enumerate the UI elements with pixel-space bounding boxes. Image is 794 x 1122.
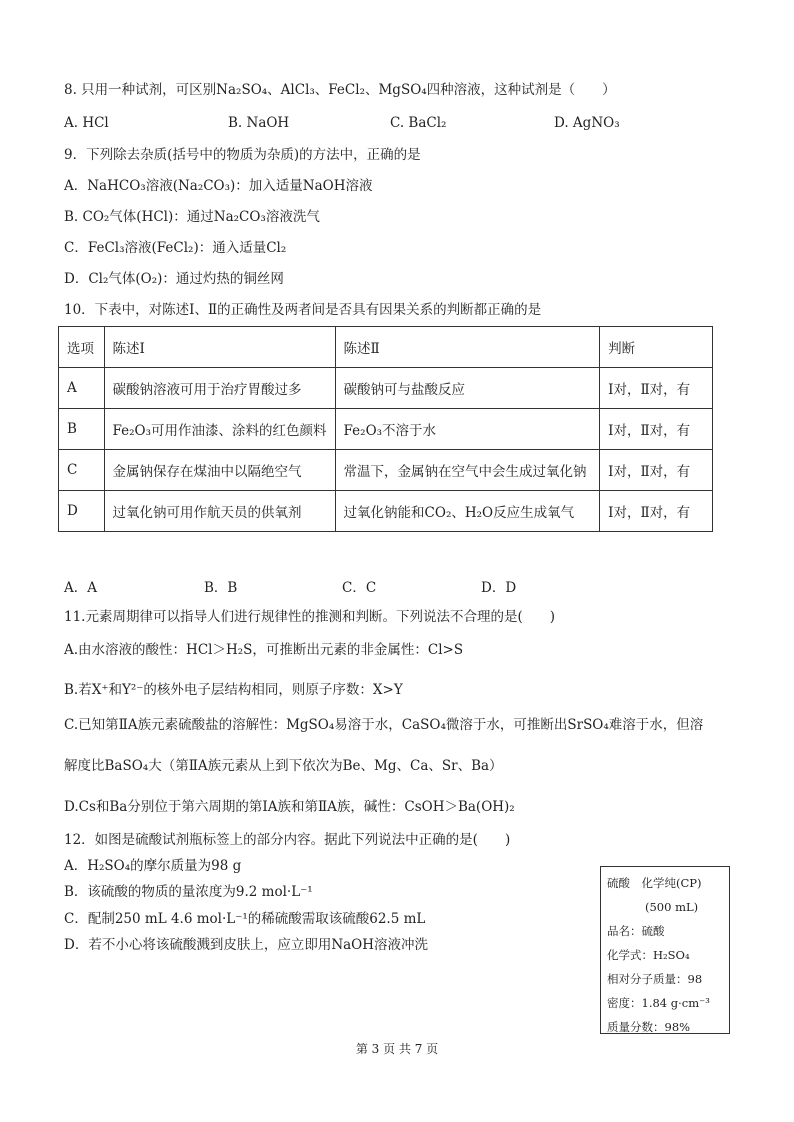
table-cell: Ⅰ对，Ⅱ对，有 bbox=[600, 491, 713, 532]
q8-option-b: B. NaOH bbox=[228, 115, 290, 131]
q10-stem: 10．下表中，对陈述Ⅰ、Ⅱ的正确性及两者间是否具有因果关系的判断都正确的是 bbox=[64, 302, 542, 318]
q8-option-d: D. AgNO₃ bbox=[554, 115, 620, 131]
q10-option-d: D．D bbox=[481, 580, 517, 596]
q11-option-d: D.Cs和Ba分别位于第六周期的第ⅠA族和第ⅡA族，碱性：CsOH＞Ba(OH)₂ bbox=[64, 799, 515, 815]
table-row bbox=[59, 409, 713, 450]
table-header-row bbox=[59, 327, 713, 368]
q10-table bbox=[58, 326, 713, 532]
table-cell: Fe₂O₃不溶于水 bbox=[335, 409, 600, 450]
header-option: 选项 bbox=[59, 327, 105, 368]
header-statement-1: 陈述Ⅰ bbox=[104, 327, 335, 368]
q9-stem: 9．下列除去杂质(括号中的物质为杂质)的方法中，正确的是 bbox=[64, 147, 421, 163]
q9-option-b: B. CO₂气体(HCl)：通过Na₂CO₃溶液洗气 bbox=[64, 209, 320, 225]
q9-option-a: A．NaHCO₃溶液(Na₂CO₃)：加入适量NaOH溶液 bbox=[64, 178, 373, 194]
q10-options bbox=[64, 576, 704, 596]
q10-option-b: B．B bbox=[204, 580, 238, 596]
table-cell: 过氧化钠能和CO₂、H₂O反应生成氧气 bbox=[335, 491, 600, 532]
table-cell: C bbox=[59, 450, 105, 491]
header-judgement: 判断 bbox=[600, 327, 713, 368]
q11-option-b: B.若X⁺和Y²⁻的核外电子层结构相同，则原子序数：X>Y bbox=[64, 682, 403, 698]
q12-option-d: D．若不小心将该硫酸溅到皮肤上，应立即用NaOH溶液冲洗 bbox=[64, 937, 429, 953]
table-row bbox=[59, 368, 713, 409]
table-cell: 碳酸钠溶液可用于治疗胃酸过多 bbox=[104, 368, 335, 409]
table-cell: A bbox=[59, 368, 105, 409]
q10-option-a: A．A bbox=[64, 580, 97, 596]
q11-option-c-cont: 解度比BaSO₄大（第ⅡA族元素从上到下依次为Be、Mg、Ca、Sr、Ba） bbox=[64, 758, 503, 774]
table-cell: Ⅰ对，Ⅱ对，有 bbox=[600, 450, 713, 491]
label-density: 密度：1.84 g·cm⁻³ bbox=[607, 996, 710, 1010]
q10-option-c: C．C bbox=[342, 580, 377, 596]
table-cell: 碳酸钠可与盐酸反应 bbox=[335, 368, 600, 409]
label-volume: (500 mL) bbox=[645, 900, 699, 914]
q12-option-a: A．H₂SO₄的摩尔质量为98 g bbox=[64, 858, 242, 874]
table-cell: 常温下，金属钠在空气中会生成过氧化钠 bbox=[335, 450, 600, 491]
table-cell: Ⅰ对，Ⅱ对，有 bbox=[600, 368, 713, 409]
label-title: 硫酸 化学纯(CP) bbox=[607, 876, 702, 890]
q12-stem: 12．如图是硫酸试剂瓶标签上的部分内容。据此下列说法中正确的是( ) bbox=[64, 832, 511, 848]
label-formula: 化学式：H₂SO₄ bbox=[607, 948, 690, 962]
q8-option-a: A. HCl bbox=[64, 115, 109, 131]
q8-options bbox=[64, 115, 704, 135]
label-name: 品名：硫酸 bbox=[607, 924, 665, 938]
q12-option-c: C．配制250 mL 4.6 mol·L⁻¹的稀硫酸需取该硫酸62.5 mL bbox=[64, 911, 426, 927]
q11-option-c: C.已知第ⅡA族元素硫酸盐的溶解性：MgSO₄易溶于水，CaSO₄微溶于水，可推断出SrSO₄难溶于水，但溶 bbox=[64, 717, 704, 733]
q11-option-a: A.由水溶液的酸性：HCl＞H₂S，可推断出元素的非金属性：Cl>S bbox=[64, 642, 464, 658]
q9-option-d: D．Cl₂气体(O₂)：通过灼热的铜丝网 bbox=[64, 271, 284, 287]
table-cell: B bbox=[59, 409, 105, 450]
q9-option-c: C．FeCl₃溶液(FeCl₂)：通入适量Cl₂ bbox=[64, 240, 287, 256]
table-cell: 过氧化钠可用作航天员的供氧剂 bbox=[104, 491, 335, 532]
page-footer: 第 3 页 共 7 页 bbox=[355, 1042, 439, 1056]
table-cell: 金属钠保存在煤油中以隔绝空气 bbox=[104, 450, 335, 491]
table-cell: Ⅰ对，Ⅱ对，有 bbox=[600, 409, 713, 450]
q11-stem: 11.元素周期律可以指导人们进行规律性的推测和判断。下列说法不合理的是( ) bbox=[64, 609, 556, 625]
table-row bbox=[59, 450, 713, 491]
q8-stem: 8. 只用一种试剂，可区别Na₂SO₄、AlCl₃、FeCl₂、MgSO₄四种溶液，这种试剂是（ ） bbox=[64, 82, 616, 98]
label-fraction: 质量分数：98% bbox=[607, 1020, 691, 1034]
header-statement-2: 陈述Ⅱ bbox=[335, 327, 600, 368]
label-mass: 相对分子质量：98 bbox=[607, 972, 703, 986]
reagent-label bbox=[600, 866, 730, 1034]
table-cell: D bbox=[59, 491, 105, 532]
table-row bbox=[59, 491, 713, 532]
q8-option-c: C. BaCl₂ bbox=[390, 115, 447, 131]
table-cell: Fe₂O₃可用作油漆、涂料的红色颜料 bbox=[104, 409, 335, 450]
q12-option-b: B．该硫酸的物质的量浓度为9.2 mol·L⁻¹ bbox=[64, 884, 313, 900]
